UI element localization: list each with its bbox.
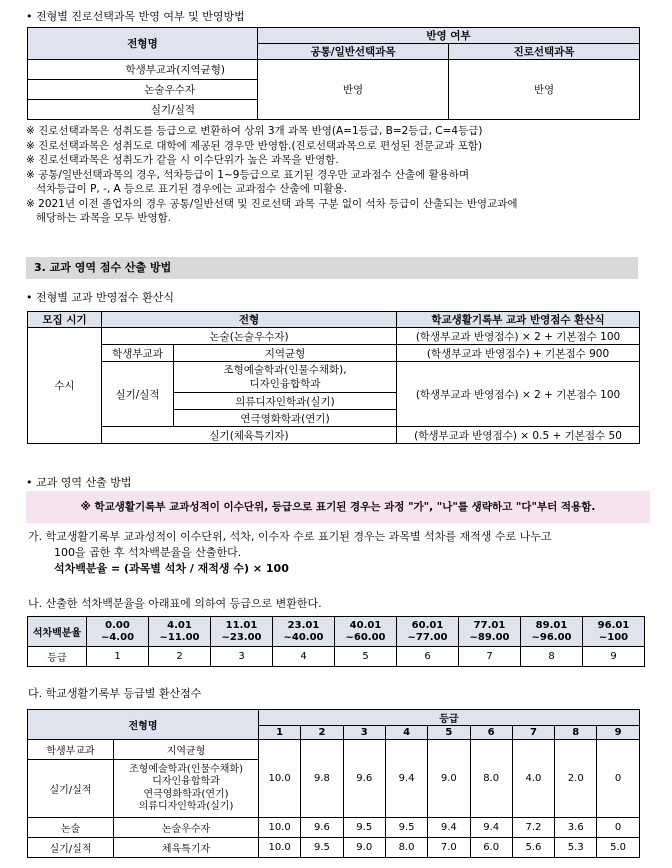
row-design-line: 의류디자인학과(실기) [138,801,234,812]
header-reflect: 반영 여부 [258,28,640,44]
score-cell: 6.0 [470,838,512,858]
pct-cell: 40.01 ~60.00 [335,617,397,647]
row-type: 학생부교과(지역균형) [28,60,258,80]
row-type: 논술우수자 [28,80,258,100]
grade-cell: 8 [521,647,583,667]
grade-cell: 5 [335,647,397,667]
note-line: 해당하는 과목을 모두 반영함. [26,212,172,224]
formula-table [27,311,640,444]
row-design-line1: 조형예술학과(인물수채화), [223,364,347,376]
section3-bullet: • 전형별 교과 반영점수 환산식 [26,291,174,304]
cat-gyogwa: 학생부교과 [102,345,174,362]
score-cell: 3.6 [555,818,597,838]
career-value: 반영 [449,60,640,120]
grade-num: 7 [512,726,554,740]
score-cell: 9.5 [343,818,385,838]
note-line: ※ 진로선택과목은 성취도가 같을 시 이수단위가 높은 과목을 반영함. [26,154,339,166]
score-cell: 5.6 [512,838,554,858]
score-cell: 0 [597,740,639,818]
score-cell: 2.0 [555,740,597,818]
common-value: 반영 [258,60,449,120]
pct-cell: 11.01 ~23.00 [211,617,273,647]
score-cell: 0 [597,818,639,838]
row-design-line2: 디자인융합학과 [249,378,321,390]
score-cell: 5.3 [555,838,597,858]
formula-4: (학생부교과 반영점수) × 0.5 + 기본점수 50 [397,427,640,444]
pct-header: 석차백분율 [28,617,87,647]
step-da-title: 다. 학교생활기록부 등급별 환산점수 [28,687,202,700]
score-cell: 8.0 [470,740,512,818]
pct-cell: 89.01 ~96.00 [521,617,583,647]
score-cell: 9.0 [343,838,385,858]
score-cell: 9.6 [301,818,343,838]
grade-num: 3 [343,726,385,740]
score-cell: 9.5 [301,838,343,858]
cat-nonsul: 논술 [28,818,114,838]
note-box: ※ 학교생활기록부 교과성적이 이수단위, 등급으로 표기된 경우는 과정 "가", "나"를 생략하고 "다"부터 적용함. [26,491,650,523]
note-line: ※ 진로선택과목은 성취도를 등급으로 변환하여 상위 3개 과목 반영(A=1등급, B=2등급, C=4등급) [26,125,483,137]
grade-num: 4 [385,726,427,740]
header-career: 진로선택과목 [449,44,640,60]
section4-bullet: • 교과 영역 산출 방법 [26,476,132,489]
career-subject-table [27,27,640,120]
note-line: ※ 2021년 이전 졸업자의 경우 공통/일반선택 및 진로선택 과목 구분 없이 석차 등급이 산출되는 반영교과에 [26,197,518,210]
row-type: 실기/실적 [28,100,258,120]
note-line: 석차등급이 P, -, A 등으로 표기된 경우에는 교과점수 산출에 미활용. [26,183,347,195]
header-common: 공통/일반선택과목 [258,44,449,60]
grade-row [28,647,645,667]
score-cell: 8.0 [385,838,427,858]
row-clothing: 의류디자인학과(실기) [174,393,397,410]
grade-cell: 3 [211,647,273,667]
section1-notes [26,124,666,226]
pct-row [28,617,645,647]
score-cell: 4.0 [512,740,554,818]
score-cell: 7.2 [512,818,554,838]
row-sports: 실기(체육특기자) [102,427,397,444]
grade-num: 8 [555,726,597,740]
cat-silgi: 실기/실적 [102,362,174,427]
grade-cell: 7 [459,647,521,667]
formula-3: (학생부교과 반영점수) × 2 + 기본점수 100 [397,362,640,427]
step-ga [28,529,668,577]
formula-1: (학생부교과 반영점수) × 2 + 기본점수 100 [397,328,640,345]
header-grade: 등급 [259,710,640,726]
step-ga-line1: 가. 학교생활기록부 교과성적이 이수단위, 석차, 이수자 수로 표기된 경우는 과목별 석차를 재적생 수로 나누고 [28,530,552,543]
grade-cell: 6 [397,647,459,667]
section3-title: 3. 교과 영역 점수 산출 방법 [26,257,638,279]
grade-num: 9 [597,726,639,740]
row-design [174,362,397,393]
header-type: 전형명 [28,710,259,740]
score-cell: 9.4 [385,740,427,818]
score-cell: 10.0 [259,818,301,838]
grade-cell: 1 [87,647,149,667]
score-cell: 5.0 [597,838,639,858]
score-cell: 9.0 [428,740,470,818]
cat-silgi: 실기/실적 [28,838,114,858]
row-design-line: 디자인융합학과 [152,776,220,787]
row-jiyeok: 지역균형 [114,740,259,760]
pct-cell: 4.01 ~11.00 [149,617,211,647]
score-cell: 10.0 [259,740,301,818]
pct-cell: 23.01 ~40.00 [273,617,335,647]
step-ga-formula: 석차백분율 = (과목별 석차 / 재적생 수) × 100 [54,562,289,575]
grade-num: 2 [301,726,343,740]
score-table [27,709,640,858]
row-nonsul: 논술(논술우수자) [102,328,397,345]
cat-gyogwa: 학생부교과 [28,740,114,760]
header-formula: 학교생활기록부 교과 반영점수 환산식 [397,312,640,328]
row-sports: 체육특기자 [114,838,259,858]
step-ga-line2: 100을 곱한 후 석차백분율을 산출한다. [54,546,242,559]
score-cell: 9.4 [428,818,470,838]
grade-num: 5 [428,726,470,740]
grade-num: 6 [470,726,512,740]
note-line: ※ 공통/일반선택과목의 경우, 석차등급이 1~9등급으로 표기된 경우만 교과점수 산출에 활용하며 [26,168,470,181]
pct-cell: 60.01 ~77.00 [397,617,459,647]
grade-cell: 4 [273,647,335,667]
cat-silgi: 실기/실적 [28,760,114,818]
row-design-line: 연극영화학과(연기) [143,788,229,800]
row-nonsul: 논술우수자 [114,818,259,838]
grade-cell: 2 [149,647,211,667]
formula-2: (학생부교과 반영점수) + 기본점수 900 [397,345,640,362]
grade-header: 등급 [28,647,87,667]
row-jiyeok: 지역균형 [174,345,397,362]
header-type: 전형 [102,312,397,328]
score-cell: 9.8 [301,740,343,818]
grade-conversion-table [27,616,645,667]
pct-cell: 96.01 ~100 [583,617,645,647]
row-design-line: 조형예술학과(인물수채화) [128,763,244,775]
grade-cell: 9 [583,647,645,667]
row-theater: 연극영화학과(연기) [174,410,397,427]
period-cell: 수시 [28,328,102,444]
score-cell: 9.6 [343,740,385,818]
row-design-group [114,760,259,818]
score-cell: 10.0 [259,838,301,858]
pct-cell: 0.00 ~4.00 [87,617,149,647]
step-na: 나. 산출한 석차백분율을 아래표에 의하여 등급으로 변환한다. [28,597,322,610]
score-cell: 9.4 [470,818,512,838]
header-period: 모집 시기 [28,312,102,328]
grade-num: 1 [259,726,301,740]
header-type: 전형명 [28,28,258,60]
score-cell: 9.5 [385,818,427,838]
score-cell: 7.0 [428,838,470,858]
pct-cell: 77.01 ~89.00 [459,617,521,647]
section1-bullet: • 전형별 진로선택과목 반영 여부 및 반영방법 [26,10,245,23]
note-line: ※ 진로선택과목은 성취도로 대학에 제공된 경우만 반영함.(진로선택과목으로 편성된 전문교과 포함) [26,139,483,152]
